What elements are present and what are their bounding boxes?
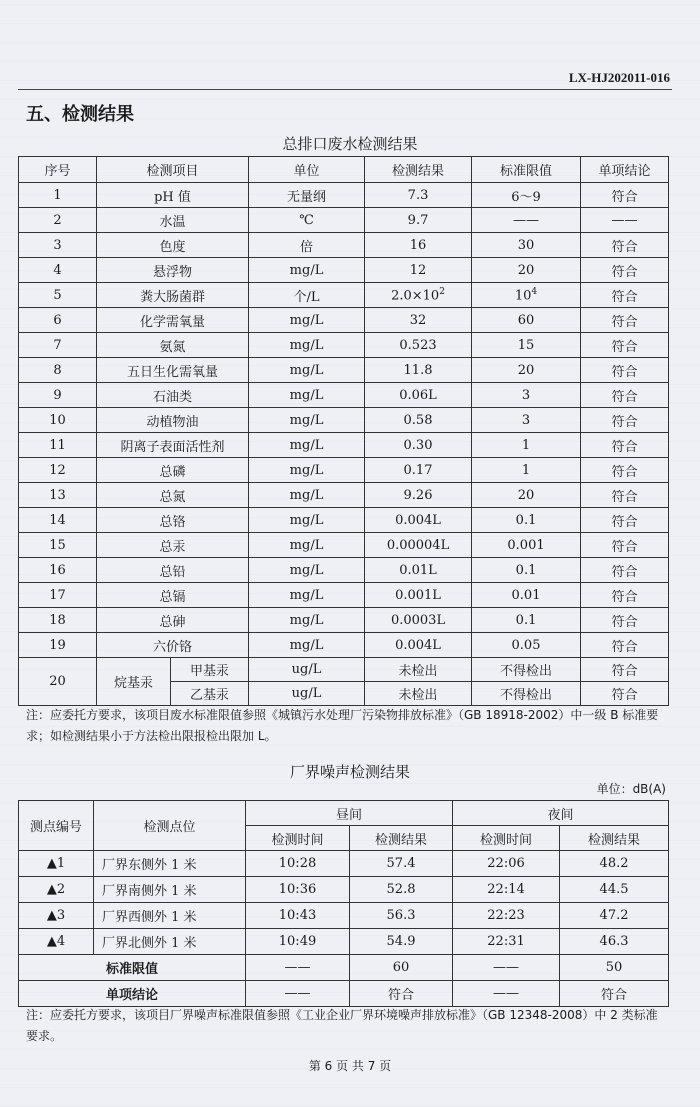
limit-value: 3 bbox=[521, 412, 531, 428]
test-item: 总砷 bbox=[97, 608, 249, 633]
result-cell bbox=[365, 383, 472, 408]
test-item: pH 值 bbox=[97, 183, 249, 208]
day-time: 10:43 bbox=[246, 903, 350, 929]
point-id: ▲4 bbox=[19, 929, 94, 955]
limit-value: —— bbox=[513, 212, 540, 228]
result-cell bbox=[365, 608, 472, 633]
limit-value: 20 bbox=[517, 362, 535, 378]
row-number: 18 bbox=[19, 608, 97, 633]
limit-value: 1 bbox=[521, 462, 531, 478]
limit-value: 0.1 bbox=[515, 512, 537, 528]
point-location: 厂界南侧外 1 米 bbox=[94, 877, 246, 903]
limit-cell bbox=[472, 183, 581, 208]
row-number: 7 bbox=[19, 333, 97, 358]
document-number: LX-HJ202011-016 bbox=[568, 70, 670, 85]
noise-unit-label: 单位：dB(A) bbox=[596, 782, 666, 796]
day-result: 54.9 bbox=[350, 929, 453, 955]
night-result: 48.2 bbox=[560, 851, 669, 877]
noise-table bbox=[18, 800, 669, 1007]
result-cell bbox=[365, 433, 472, 458]
night-time: —— bbox=[453, 981, 560, 1007]
conclusion-cell: 符合 bbox=[581, 433, 669, 458]
row-number: 2 bbox=[19, 208, 97, 233]
conclusion-cell: 符合 bbox=[581, 183, 669, 208]
table-row bbox=[19, 458, 669, 483]
test-item: 总汞 bbox=[97, 533, 249, 558]
test-item: 动植物油 bbox=[97, 408, 249, 433]
result-value: 0.00004L bbox=[386, 537, 450, 553]
wastewater-table-title: 总排口废水检测结果 bbox=[282, 135, 418, 153]
night-result: 46.3 bbox=[560, 929, 669, 955]
test-item: 五日生化需氧量 bbox=[97, 358, 249, 383]
limit-value: 20 bbox=[517, 262, 535, 278]
result-value: 9.7 bbox=[407, 212, 429, 228]
wastewater-note: 注：应委托方要求，该项目废水标准限值参照《城镇污水处理厂污染物排放标准》（GB 18918-2002）中一级 B 标准要求；如检测结果小于方法检出限报检出限加 L。 bbox=[26, 708, 659, 743]
result-value: 0.523 bbox=[399, 337, 437, 353]
day-result: 56.3 bbox=[350, 903, 453, 929]
day-time: —— bbox=[246, 981, 350, 1007]
test-item: 石油类 bbox=[97, 383, 249, 408]
row-number: 15 bbox=[19, 533, 97, 558]
conclusion-cell: 符合 bbox=[581, 458, 669, 483]
col-header-limit: 标准限值 bbox=[472, 157, 581, 183]
test-subitem: 乙基汞 bbox=[171, 682, 249, 706]
standard-limit-row bbox=[19, 955, 669, 981]
table-row bbox=[19, 283, 669, 308]
noise-header-row-1 bbox=[19, 801, 669, 826]
table-row bbox=[19, 208, 669, 233]
limit-value: 1 bbox=[521, 437, 531, 453]
unit-cell: ug/L bbox=[249, 658, 365, 682]
row-label: 标准限值 bbox=[19, 955, 246, 981]
header-rule bbox=[18, 89, 672, 90]
limit-cell bbox=[472, 333, 581, 358]
result-cell bbox=[365, 483, 472, 508]
limit-value: 15 bbox=[517, 337, 535, 353]
col-header-day: 昼间 bbox=[246, 801, 453, 826]
limit-cell bbox=[472, 208, 581, 233]
col-header-result: 检测结果 bbox=[365, 157, 472, 183]
col-header-day-result: 检测结果 bbox=[350, 826, 453, 851]
conclusion-cell: 符合 bbox=[581, 583, 669, 608]
limit-value: 30 bbox=[517, 237, 535, 253]
table-row bbox=[19, 608, 669, 633]
result-cell bbox=[365, 533, 472, 558]
night-result: 50 bbox=[560, 955, 669, 981]
table-row bbox=[19, 183, 669, 208]
col-header-location: 检测点位 bbox=[94, 801, 246, 851]
col-header-conclusion: 单项结论 bbox=[581, 157, 669, 183]
col-header-point-id: 测点编号 bbox=[19, 801, 94, 851]
unit-cell: mg/L bbox=[249, 583, 365, 608]
result-value: 0.06L bbox=[399, 387, 437, 403]
result-value: 32 bbox=[409, 312, 427, 328]
conclusion-cell: 符合 bbox=[581, 408, 669, 433]
table-row bbox=[19, 233, 669, 258]
col-header-unit: 单位 bbox=[249, 157, 365, 183]
table-row bbox=[19, 408, 669, 433]
table-row bbox=[19, 383, 669, 408]
night-result: 44.5 bbox=[560, 877, 669, 903]
unit-cell: 无量纲 bbox=[249, 183, 365, 208]
unit-cell: mg/L bbox=[249, 458, 365, 483]
limit-cell bbox=[472, 383, 581, 408]
unit-cell: mg/L bbox=[249, 433, 365, 458]
col-header-night-result: 检测结果 bbox=[560, 826, 669, 851]
limit-value: 20 bbox=[517, 487, 535, 503]
conclusion-cell: 符合 bbox=[581, 383, 669, 408]
result-value: 0.17 bbox=[403, 462, 433, 478]
result-value: 0.0003L bbox=[390, 612, 446, 628]
row-number: 16 bbox=[19, 558, 97, 583]
limit-cell bbox=[472, 458, 581, 483]
point-id: ▲2 bbox=[19, 877, 94, 903]
table-row bbox=[19, 877, 669, 903]
point-id: ▲1 bbox=[19, 851, 94, 877]
table-row bbox=[19, 308, 669, 333]
table-row bbox=[19, 658, 669, 682]
row-number: 1 bbox=[19, 183, 97, 208]
conclusion-cell: 符合 bbox=[581, 633, 669, 658]
unit-cell: mg/L bbox=[249, 258, 365, 283]
conclusion-row bbox=[19, 981, 669, 1007]
night-result: 符合 bbox=[560, 981, 669, 1007]
col-header-day-time: 检测时间 bbox=[246, 826, 350, 851]
test-subitem: 甲基汞 bbox=[171, 658, 249, 682]
unit-cell: 个/L bbox=[249, 283, 365, 308]
limit-cell bbox=[472, 358, 581, 383]
conclusion-cell: —— bbox=[581, 208, 669, 233]
limit-cell bbox=[472, 233, 581, 258]
result-cell bbox=[365, 633, 472, 658]
table-row bbox=[19, 633, 669, 658]
col-header-night-time: 检测时间 bbox=[453, 826, 560, 851]
result-value: 7.3 bbox=[407, 187, 429, 203]
unit-cell: mg/L bbox=[249, 558, 365, 583]
table-row bbox=[19, 929, 669, 955]
day-result: 57.4 bbox=[350, 851, 453, 877]
section-title: 五、检测结果 bbox=[26, 104, 134, 125]
result-cell: 未检出 bbox=[365, 658, 472, 682]
row-number: 11 bbox=[19, 433, 97, 458]
test-item-group: 烷基汞 bbox=[97, 658, 171, 706]
limit-cell bbox=[472, 583, 581, 608]
table-row bbox=[19, 558, 669, 583]
row-number: 20 bbox=[19, 658, 97, 706]
limit-value: 0.01 bbox=[511, 587, 541, 603]
wastewater-table bbox=[18, 156, 669, 706]
conclusion-cell: 符合 bbox=[581, 308, 669, 333]
unit-cell: mg/L bbox=[249, 358, 365, 383]
limit-cell bbox=[472, 483, 581, 508]
point-id: ▲3 bbox=[19, 903, 94, 929]
noise-table-title: 厂界噪声检测结果 bbox=[289, 763, 410, 781]
conclusion-cell: 符合 bbox=[581, 283, 669, 308]
result-cell bbox=[365, 333, 472, 358]
row-number: 4 bbox=[19, 258, 97, 283]
result-cell bbox=[365, 583, 472, 608]
result-cell bbox=[365, 358, 472, 383]
test-item: 总氮 bbox=[97, 483, 249, 508]
limit-cell bbox=[472, 533, 581, 558]
night-result: 47.2 bbox=[560, 903, 669, 929]
result-exponent: 2 bbox=[439, 286, 445, 297]
row-number: 6 bbox=[19, 308, 97, 333]
noise-table-body bbox=[19, 851, 669, 1007]
result-cell bbox=[365, 208, 472, 233]
limit-cell: 不得检出 bbox=[472, 658, 581, 682]
test-item: 总镉 bbox=[97, 583, 249, 608]
col-header-item: 检测项目 bbox=[97, 157, 249, 183]
day-result: 符合 bbox=[350, 981, 453, 1007]
day-result: 60 bbox=[350, 955, 453, 981]
test-item: 悬浮物 bbox=[97, 258, 249, 283]
limit-value: 60 bbox=[517, 312, 535, 328]
test-item: 化学需氧量 bbox=[97, 308, 249, 333]
result-cell bbox=[365, 258, 472, 283]
day-time: 10:36 bbox=[246, 877, 350, 903]
unit-cell: mg/L bbox=[249, 483, 365, 508]
col-header-night: 夜间 bbox=[453, 801, 669, 826]
limit-cell bbox=[472, 508, 581, 533]
result-value: 0.01L bbox=[399, 562, 437, 578]
limit-value: 10 bbox=[514, 288, 532, 304]
table-row bbox=[19, 333, 669, 358]
unit-cell: ug/L bbox=[249, 682, 365, 706]
unit-cell: mg/L bbox=[249, 508, 365, 533]
test-item: 氨氮 bbox=[97, 333, 249, 358]
table-row bbox=[19, 533, 669, 558]
day-time: 10:28 bbox=[246, 851, 350, 877]
table-row bbox=[19, 258, 669, 283]
test-item: 粪大肠菌群 bbox=[97, 283, 249, 308]
table-row bbox=[19, 358, 669, 383]
table-row bbox=[19, 508, 669, 533]
unit-cell: mg/L bbox=[249, 308, 365, 333]
night-time: 22:14 bbox=[453, 877, 560, 903]
conclusion-cell: 符合 bbox=[581, 682, 669, 706]
point-location: 厂界北侧外 1 米 bbox=[94, 929, 246, 955]
result-value: 2.0×10 bbox=[391, 288, 440, 304]
row-number: 12 bbox=[19, 458, 97, 483]
limit-value: 0.001 bbox=[507, 537, 545, 553]
limit-cell: 不得检出 bbox=[472, 682, 581, 706]
conclusion-cell: 符合 bbox=[581, 258, 669, 283]
result-value: 11.8 bbox=[403, 362, 433, 378]
table-row bbox=[19, 851, 669, 877]
unit-cell: mg/L bbox=[249, 333, 365, 358]
row-number: 3 bbox=[19, 233, 97, 258]
unit-cell: mg/L bbox=[249, 533, 365, 558]
result-value: 16 bbox=[409, 237, 427, 253]
day-time: 10:49 bbox=[246, 929, 350, 955]
result-cell bbox=[365, 308, 472, 333]
table-row bbox=[19, 483, 669, 508]
unit-cell: mg/L bbox=[249, 608, 365, 633]
result-value: 9.26 bbox=[403, 487, 433, 503]
result-cell bbox=[365, 508, 472, 533]
day-result: 52.8 bbox=[350, 877, 453, 903]
result-value: 0.001L bbox=[395, 587, 441, 603]
conclusion-cell: 符合 bbox=[581, 533, 669, 558]
limit-value: 0.05 bbox=[511, 637, 541, 653]
conclusion-cell: 符合 bbox=[581, 358, 669, 383]
result-value: 0.004L bbox=[395, 637, 441, 653]
result-cell bbox=[365, 183, 472, 208]
wastewater-header-row bbox=[19, 157, 669, 183]
wastewater-table-body bbox=[19, 183, 669, 706]
conclusion-cell: 符合 bbox=[581, 508, 669, 533]
unit-cell: 倍 bbox=[249, 233, 365, 258]
result-cell bbox=[365, 283, 472, 308]
result-cell bbox=[365, 408, 472, 433]
limit-value: 6～9 bbox=[511, 189, 541, 205]
row-number: 14 bbox=[19, 508, 97, 533]
test-item: 水温 bbox=[97, 208, 249, 233]
table-row bbox=[19, 583, 669, 608]
limit-cell bbox=[472, 633, 581, 658]
row-number: 17 bbox=[19, 583, 97, 608]
table-row bbox=[19, 433, 669, 458]
result-cell bbox=[365, 233, 472, 258]
row-number: 19 bbox=[19, 633, 97, 658]
row-number: 5 bbox=[19, 283, 97, 308]
limit-exponent: 4 bbox=[531, 286, 538, 297]
limit-cell bbox=[472, 433, 581, 458]
test-item: 六价铬 bbox=[97, 633, 249, 658]
row-label: 单项结论 bbox=[19, 981, 246, 1007]
limit-value: 0.1 bbox=[515, 562, 537, 578]
result-value: 0.58 bbox=[403, 412, 433, 428]
conclusion-cell: 符合 bbox=[581, 658, 669, 682]
test-item: 阴离子表面活性剂 bbox=[97, 433, 249, 458]
conclusion-cell: 符合 bbox=[581, 483, 669, 508]
limit-value: 0.1 bbox=[515, 612, 537, 628]
limit-cell bbox=[472, 558, 581, 583]
night-time: 22:31 bbox=[453, 929, 560, 955]
row-number: 8 bbox=[19, 358, 97, 383]
point-location: 厂界西侧外 1 米 bbox=[94, 903, 246, 929]
col-header-no: 序号 bbox=[19, 157, 97, 183]
test-item: 总铬 bbox=[97, 508, 249, 533]
limit-value: 3 bbox=[521, 387, 531, 403]
test-item: 色度 bbox=[97, 233, 249, 258]
point-location: 厂界东侧外 1 米 bbox=[94, 851, 246, 877]
conclusion-cell: 符合 bbox=[581, 333, 669, 358]
result-value: 12 bbox=[409, 262, 427, 278]
conclusion-cell: 符合 bbox=[581, 608, 669, 633]
unit-cell: mg/L bbox=[249, 383, 365, 408]
limit-cell bbox=[472, 408, 581, 433]
row-number: 13 bbox=[19, 483, 97, 508]
night-time: 22:23 bbox=[453, 903, 560, 929]
result-cell bbox=[365, 558, 472, 583]
page-footer: 第 6 页 共 7 页 bbox=[308, 1059, 392, 1073]
conclusion-cell: 符合 bbox=[581, 558, 669, 583]
limit-cell bbox=[472, 283, 581, 308]
table-row bbox=[19, 903, 669, 929]
test-item: 总磷 bbox=[97, 458, 249, 483]
result-value: 0.004L bbox=[395, 512, 441, 528]
test-item: 总铅 bbox=[97, 558, 249, 583]
result-cell bbox=[365, 458, 472, 483]
night-time: —— bbox=[453, 955, 560, 981]
unit-cell: mg/L bbox=[249, 633, 365, 658]
unit-cell: ℃ bbox=[249, 208, 365, 233]
limit-cell bbox=[472, 608, 581, 633]
night-time: 22:06 bbox=[453, 851, 560, 877]
noise-note: 注：应委托方要求，该项目厂界噪声标准限值参照《工业企业厂界环境噪声排放标准》（GB 12348-2008）中 2 类标准要求。 bbox=[26, 1008, 658, 1043]
result-value: 0.30 bbox=[403, 437, 433, 453]
row-number: 10 bbox=[19, 408, 97, 433]
limit-cell bbox=[472, 258, 581, 283]
row-number: 9 bbox=[19, 383, 97, 408]
limit-cell bbox=[472, 308, 581, 333]
conclusion-cell: 符合 bbox=[581, 233, 669, 258]
day-time: —— bbox=[246, 955, 350, 981]
result-cell: 未检出 bbox=[365, 682, 472, 706]
unit-cell: mg/L bbox=[249, 408, 365, 433]
